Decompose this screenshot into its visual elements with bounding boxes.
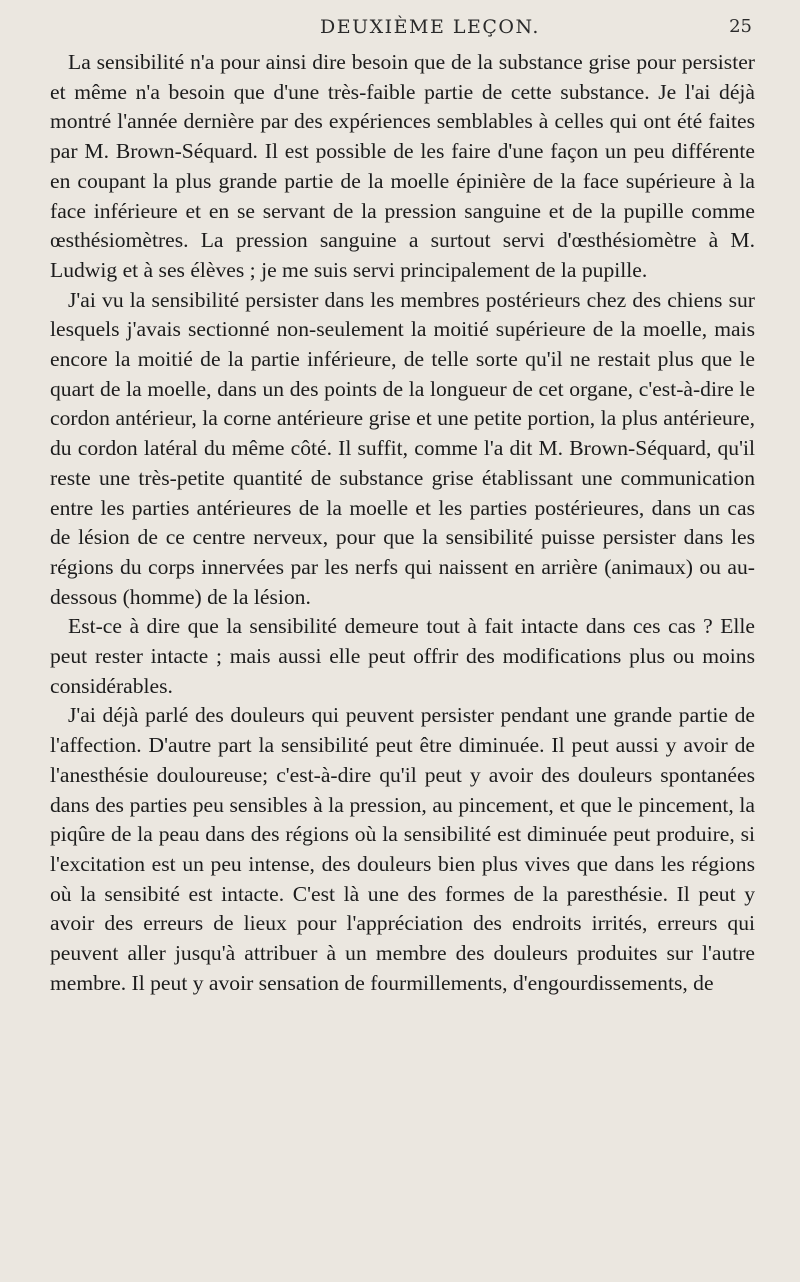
paragraph: La sensibilité n'a pour ainsi dire besoin que de la substance grise pour persister et même n'a besoin que d'une très-faible partie de cette substance. Je l'ai déjà montré l'année dernière par des expériences semblables à celles qui ont été faites par M. Brown-Séquard. Il est possible de les faire d'une façon un peu différente en coupant la plus grande partie de la moelle épinière de la face supérieure à la face inférieure et en se servant de la pression sanguine et de la pupille comme œsthésiomètres. La pression sanguine a surtout servi d'œsthésiomètre à M. Ludwig et à ses élèves ; je me suis servi principalement de la pupille. — [50, 50, 755, 282]
paragraph: Est-ce à dire que la sensibilité demeure tout à fait intacte dans ces cas ? Elle peut rester intacte ; mais aussi elle peut offrir des modifications plus ou moins considérables. — [50, 614, 755, 698]
paragraph: J'ai vu la sensibilité persister dans les membres postérieurs chez des chiens sur lesquels j'avais sectionné non-seulement la moitié supérieure de la moelle, mais encore la moitié de la partie inférieure, de telle sorte qu'il ne restait plus que le quart de la moelle, dans un des points de la longueur de cet organe, c'est-à-dire le cordon antérieur, la corne antérieure grise et une petite portion, la plus antérieure, du cordon latéral du même côté. Il suffit, comme l'a dit M. Brown-Séquard, qu'il reste une très-petite quantité de substance grise établissant une communication entre les parties antérieures de la moelle et les parties postérieures, dans un cas de lésion de ce centre nerveux, pour que la sensibilité puisse persister dans les régions du corps innervées par les nerfs qui naissent en arrière (animaux) ou au-dessous (homme) de la lésion. — [50, 287, 755, 609]
body-text — [50, 48, 755, 999]
chapter-title: DEUXIÈME LEÇON. — [320, 16, 540, 38]
paragraph: J'ai déjà parlé des douleurs qui peuvent persister pendant une grande partie de l'affection. D'autre part la sensibilité peut être diminuée. Il peut aussi y avoir de l'anesthésie douloureuse; c'est-à-dire qu'il peut y avoir des douleurs spontanées dans des parties peu sensibles à la pression, au pincement, et que le pincement, la piqûre de la peau dans des régions où la sensibilité est diminuée peut produire, si l'excitation est un peu intense, des douleurs bien plus vives que dans les régions où la sensibité est intacte. C'est là une des formes de la paresthésie. Il peut y avoir des erreurs de lieux pour l'appréciation des endroits irrités, erreurs qui peuvent aller jusqu'à attribuer à un membre des douleurs produites sur l'autre membre. Il peut y avoir sensation de fourmillements, d'engourdissements, de — [50, 703, 755, 995]
running-header — [0, 16, 800, 46]
page-number: 25 — [729, 16, 752, 37]
